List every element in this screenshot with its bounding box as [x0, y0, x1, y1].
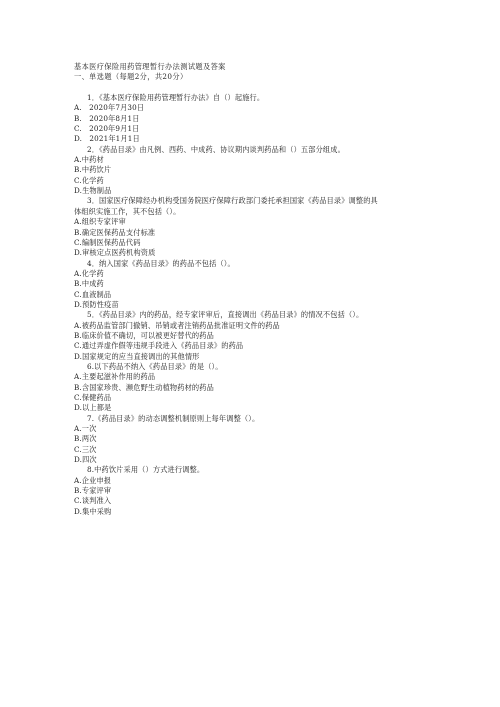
document-title: 基本医疗保险用药管理暂行办法测试题及答案 — [74, 62, 226, 71]
option-a: A.主要起滋补作用的药品 — [74, 372, 156, 382]
option-a: A.企业申报 — [74, 475, 112, 485]
question-stem: 4．纳入国家《药品目录》的药品不包括（）。 — [87, 258, 235, 268]
section-heading: 一、单选题（每题2分，共20分） — [74, 72, 188, 82]
question-6 — [74, 362, 484, 414]
option-d: D. 2021年1月1日 — [74, 134, 140, 144]
option-b: B.两次 — [74, 434, 97, 444]
option-a: A.被药品监管部门撤销、吊销或者注销药品批准证明文件的药品 — [74, 320, 280, 330]
option-b: B. 2020年8月1日 — [74, 113, 140, 123]
option-c: C.编制医保药品代码 — [74, 237, 141, 247]
question-stem-continued: 体组织实施工作，其不包括（）。 — [74, 206, 181, 216]
option-d: D.预防性疫苗 — [74, 299, 119, 309]
option-c: C.化学药 — [74, 175, 104, 185]
question-stem: 6.以下药品不纳入《药品目录》的是（）。 — [87, 361, 223, 371]
option-d: D.集中采购 — [74, 506, 112, 516]
option-d: D.生物制品 — [74, 186, 112, 196]
option-c: C.保健药品 — [74, 393, 112, 402]
option-b: B.确定医保药品支付标准 — [74, 227, 156, 237]
question-7 — [74, 414, 484, 466]
question-4 — [74, 259, 484, 311]
question-stem: 2．《药品目录》由凡例、西药、中成药、协议期内谈判药品和（）五部分组成。 — [87, 144, 345, 154]
option-c: C.谈判准入 — [74, 496, 112, 506]
option-c: C. 2020年9月1日 — [74, 124, 140, 134]
question-2 — [74, 145, 484, 197]
question-3 — [74, 196, 484, 258]
option-b: B.专家评审 — [74, 486, 112, 496]
question-stem: 3．国家医疗保障经办机构受国务院医疗保障行政部门委托承担国家《药品目录》调整的具 — [87, 196, 378, 206]
option-c: C.三次 — [74, 444, 97, 454]
question-5 — [74, 310, 484, 362]
option-c: C.血液制品 — [74, 289, 112, 299]
blank-line — [74, 83, 484, 93]
question-stem: 7.《药品目录》的动态调整机制原则上每年调整（）。 — [87, 413, 260, 423]
option-a: A.化学药 — [74, 268, 104, 278]
option-a: A.组织专家评审 — [74, 217, 126, 227]
question-1 — [74, 93, 484, 145]
option-d: D.四次 — [74, 455, 97, 465]
option-a: A.一次 — [74, 424, 97, 434]
question-stem: 8.中药饮片采用（）方式进行调整。 — [87, 465, 205, 475]
document-content — [74, 62, 484, 517]
option-b: B.中成药 — [74, 279, 104, 289]
option-b: B.临床价值不确切，可以被更好替代的药品 — [74, 330, 214, 340]
option-d: D.以上都是 — [74, 403, 112, 413]
question-8 — [74, 465, 484, 517]
option-b: B.含国家珍贵、濒危野生动植物药材的药品 — [74, 382, 214, 392]
option-c: C.通过弄虚作假等违规手段进入《药品目录》的药品 — [74, 341, 244, 351]
option-d: D.审核定点医药机构资质 — [74, 248, 156, 258]
option-d: D.国家规定的应当直接调出的其他情形 — [74, 351, 200, 361]
option-a: A. 2020年7月30日 — [74, 103, 145, 113]
option-a: A.中药材 — [74, 155, 104, 165]
option-b: B.中药饮片 — [74, 165, 112, 175]
question-stem: 5．《药品目录》内的药品，经专家评审后，直接调出《药品目录》的情况不包括（）。 — [87, 310, 364, 320]
question-stem: 1．《基本医疗保险用药管理暂行办法》自（）起施行。 — [87, 93, 265, 103]
